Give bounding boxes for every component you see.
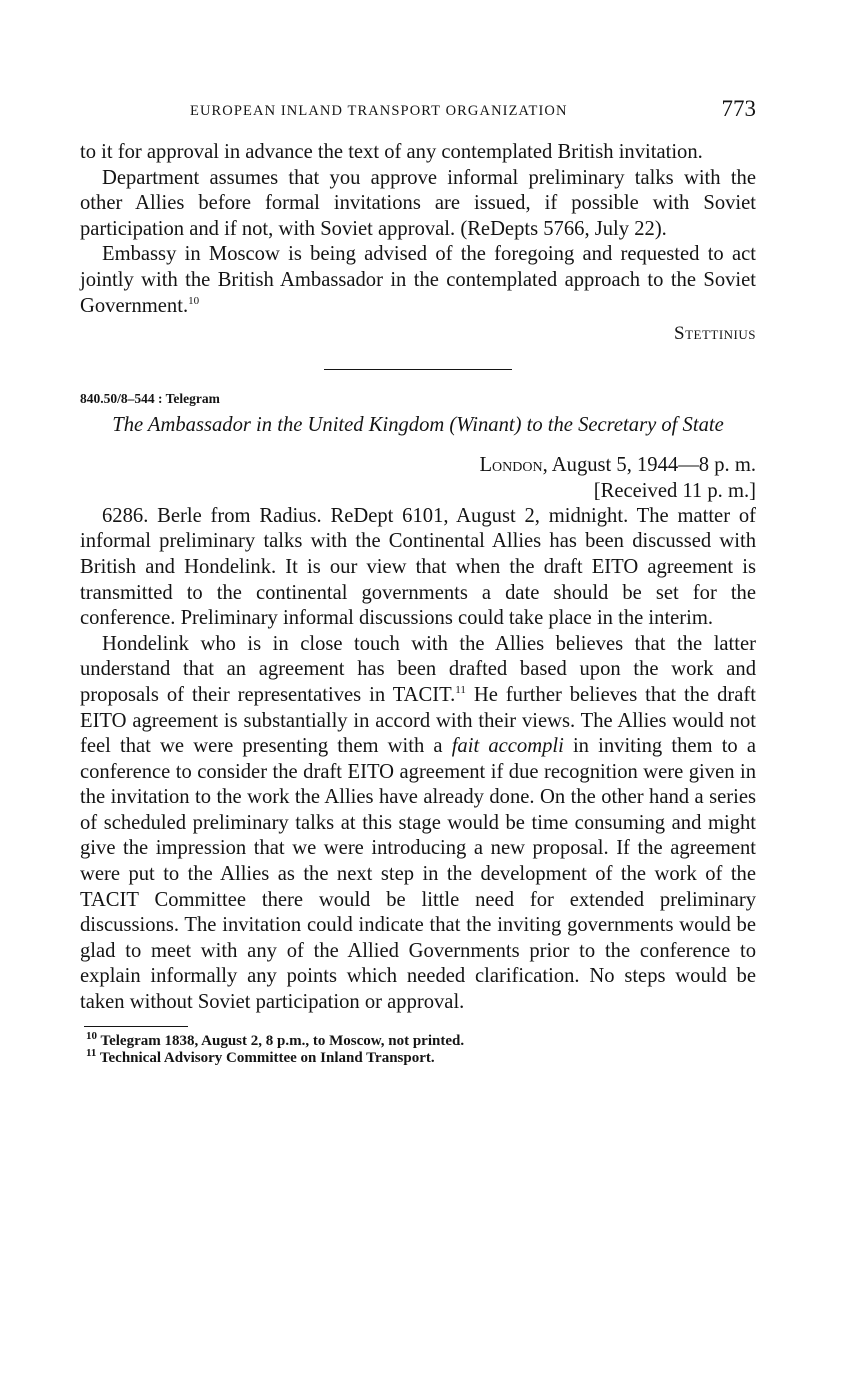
embassy-paragraph <box>80 242 756 319</box>
italic-phrase: fait accompli <box>451 735 564 758</box>
footnote-number: 11 <box>86 1046 97 1059</box>
department-paragraph: Department assumes that you approve informal preliminary talks with the other Allies before formal invitations are issued, if possible with Soviet participation and if not, with Soviet approval. (ReDepts 5766, July 22). <box>80 166 756 240</box>
footnote-text: Telegram 1838, August 2, 8 p.m., to Moscow, not printed. <box>97 1032 465 1049</box>
running-head: EUROPEAN INLAND TRANSPORT ORGANIZATION <box>190 103 568 119</box>
footnote-divider <box>84 1026 188 1027</box>
dateline-place: London <box>479 453 543 476</box>
signature: Stettinius <box>674 323 756 345</box>
footnote-text: Technical Advisory Committee on Inland Transport. <box>96 1049 435 1066</box>
telegram-paragraph-2-part-b: He further believes that the draft EITO agreement is substantially in accord with their views. The Allies would not feel that we were presenting them with a <box>80 683 756 758</box>
page-body <box>80 140 756 1067</box>
embassy-paragraph-text: Embassy in Moscow is being advised of the foregoing and requested to act jointly with the British Ambassador in the contemplated approach to the Soviet Government. <box>80 243 756 317</box>
footnote-10 <box>86 1029 756 1050</box>
page-header <box>80 96 756 126</box>
footnote-11 <box>86 1046 756 1067</box>
footnote-ref-11: 11 <box>455 684 466 697</box>
page-number: 773 <box>721 96 756 121</box>
footnote-ref-10: 10 <box>188 294 200 307</box>
footnote-number: 10 <box>86 1029 97 1042</box>
telegram-paragraph-1: 6286. Berle from Radius. ReDept 6101, August 2, midnight. The matter of informal preliminary talks with the Continental Allies has been discussed with British and Hondelink. It is our view that when the draft EITO agreement is transmitted to the continental governments a date should be set for the conference. Preliminary informal discussions could take place in the interim. <box>80 504 756 630</box>
section-divider <box>324 369 512 370</box>
received-line: [Received 11 p. m.] <box>593 479 756 502</box>
telegram-paragraph-2-part-a: Hondelink who is in close touch with the Allies believes that the latter understand that an agreement has been drafted based upon the work and proposals of their representatives in TACIT. <box>80 632 756 706</box>
dateline <box>80 452 756 478</box>
document-title: The Ambassador in the United Kingdom (Winant) to the Secretary of State <box>112 413 724 436</box>
dateline-date: , August 5, 1944—8 p. m. <box>542 453 756 476</box>
continued-paragraph: to it for approval in advance the text of any contemplated British invitation. <box>80 141 703 163</box>
footnotes <box>80 1029 756 1067</box>
telegram-paragraph-2-part-c: in inviting them to a conference to consider the draft EITO agreement if due recognition were given in the invitation to the work the Allies have already done. On the other hand a series of scheduled preliminary talks at this stage would be time consuming and might give the impression that we were introducing a new proposal. If the agreement were put to the Allies as the next step in the development of the work of the TACIT Committee there would be little need for extended preliminary discussions. The invitation could indicate that the inviting governments would be glad to meet with any of the Allied Governments prior to the conference to explain informally any points which needed clarification. No steps would be taken without Soviet participation or approval. <box>80 735 757 1014</box>
document-id: 840.50/8–544 : Telegram <box>80 390 220 406</box>
telegram-paragraph-2 <box>80 632 756 1016</box>
